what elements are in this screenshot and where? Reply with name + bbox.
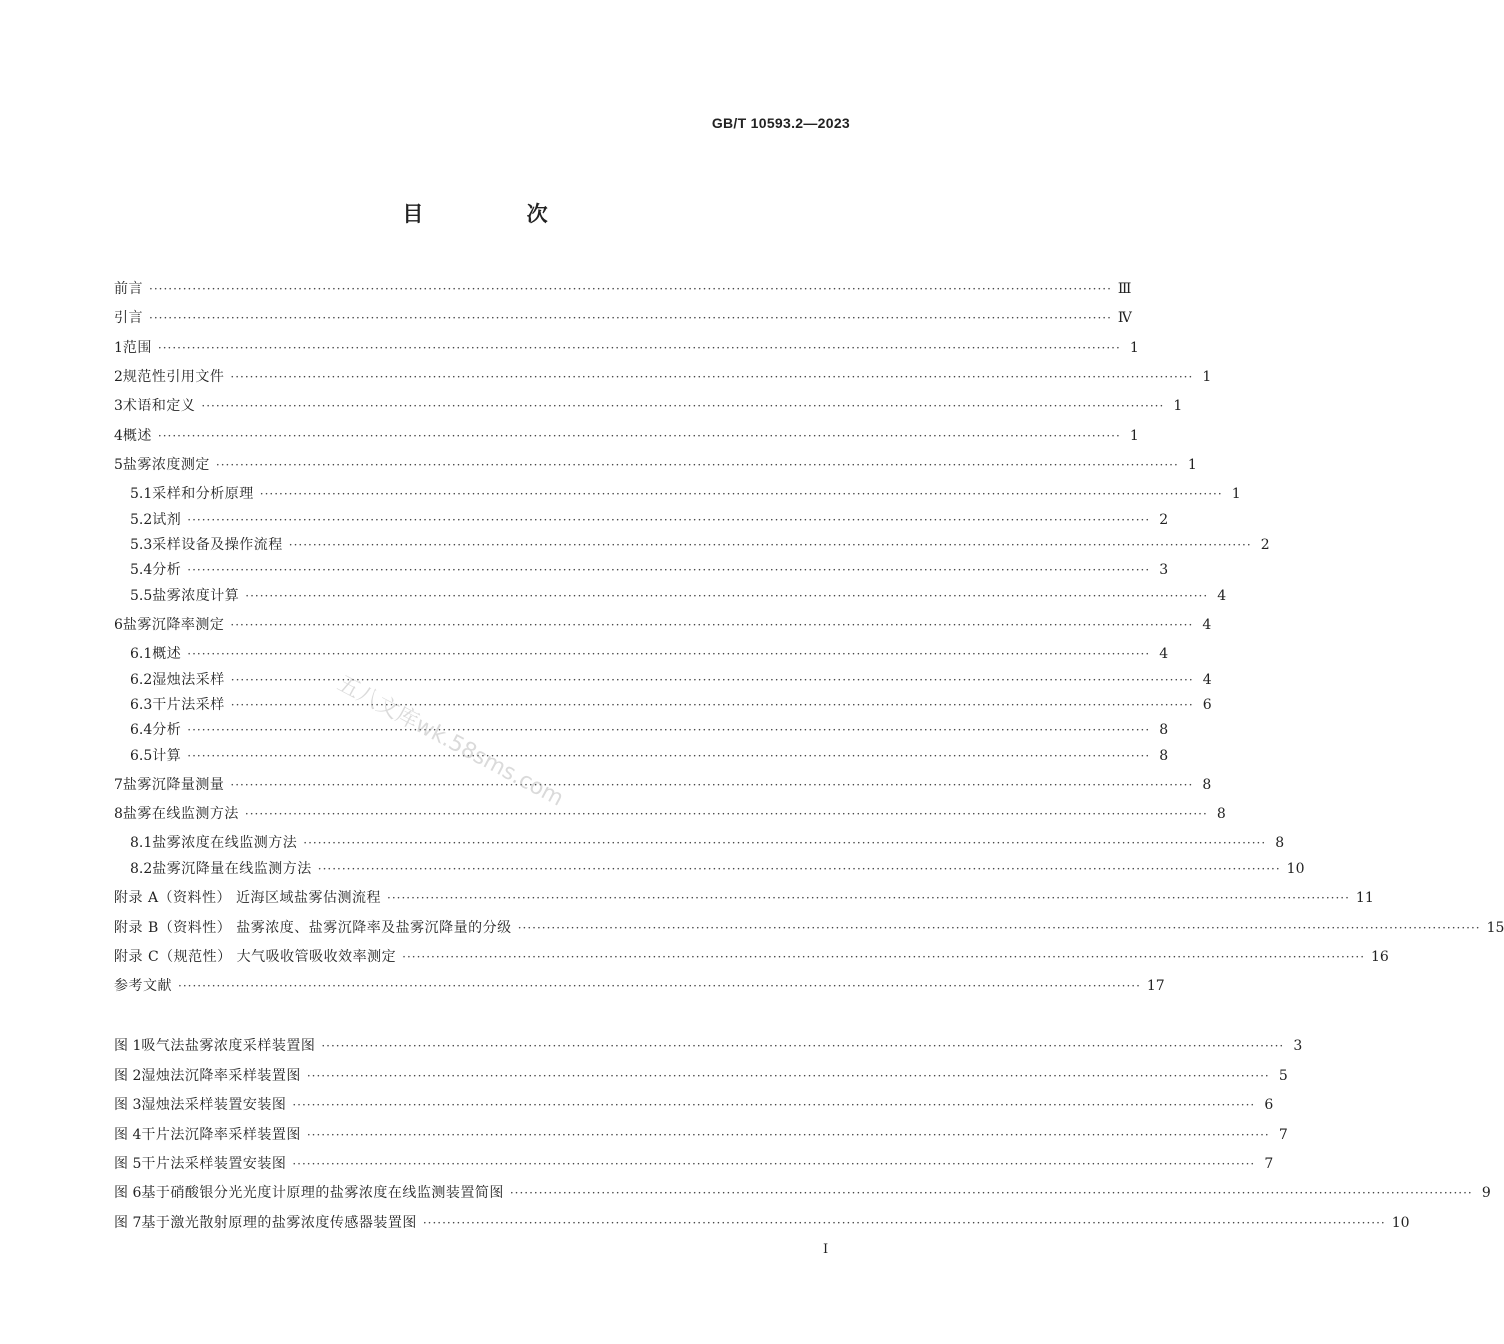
leader-dots: ········································································································································································································ <box>230 673 1194 687</box>
toc-entry[interactable]: 5.2 试剂 ········································································································································································································ 2 <box>130 512 1169 528</box>
leader-dots: ········································································································································································································ <box>245 589 1209 603</box>
toc-entry[interactable]: 5 盐雾浓度测定 ········································································································································································································ 1 <box>114 457 1197 473</box>
figure-entry[interactable]: 图 4 干片法沉降率采样装置图 ········································································································································································································ 7 <box>114 1127 1288 1143</box>
toc-entry[interactable]: 8.2 盐雾沉降量在线监测方法 ········································································································································································································ 10 <box>130 861 1305 877</box>
leader-dots: ········································································································································································································ <box>187 563 1151 577</box>
toc-entry[interactable]: 2 规范性引用文件 ········································································································································································································ 1 <box>114 369 1212 385</box>
leader-dots: ········································································································································································································ <box>187 723 1151 737</box>
toc-entry[interactable]: 8.1 盐雾浓度在线监测方法 ········································································································································································································ 8 <box>130 835 1285 851</box>
toc-entry[interactable]: 5.4 分析 ········································································································································································································ 3 <box>130 562 1169 578</box>
leader-dots: ········································································································································································································ <box>306 1128 1270 1142</box>
toc-entry[interactable]: 引言 ········································································································································································································ Ⅳ <box>114 310 1132 326</box>
toc-entry[interactable]: 5.3 采样设备及操作流程 ········································································································································································································ 2 <box>130 537 1270 553</box>
toc-entry[interactable]: 6.1 概述 ········································································································································································································ 4 <box>130 646 1169 662</box>
toc-entry[interactable]: 6 盐雾沉降率测定 ········································································································································································································ 4 <box>114 617 1212 633</box>
toc-entry[interactable]: 5.5 盐雾浓度计算 ········································································································································································································ 4 <box>130 588 1227 604</box>
toc-entry[interactable]: 3 术语和定义 ········································································································································································································ 1 <box>114 398 1183 414</box>
leader-dots: ········································································································································································································ <box>387 891 1350 905</box>
watermark: 五八文库wk.58sms.com <box>333 671 568 812</box>
toc-entry[interactable]: 6.4 分析 ········································································································································································································ 8 <box>130 722 1169 738</box>
leader-dots: ········································································································································································································ <box>149 282 1112 296</box>
leader-dots: ········································································································································································································ <box>157 341 1121 355</box>
leader-dots: ········································································································································································································ <box>187 647 1151 661</box>
leader-dots: ········································································································································································································ <box>187 749 1151 763</box>
leader-dots: ········································································································································································································ <box>317 862 1281 876</box>
leader-dots: ········································································································································································································ <box>244 807 1208 821</box>
leader-dots: ········································································································································································································ <box>215 458 1179 472</box>
leader-dots: ········································································································································································································ <box>201 399 1165 413</box>
toc-entry[interactable]: 6.5 计算 ········································································································································································································ 8 <box>130 748 1169 764</box>
figure-entry[interactable]: 图 3 湿烛法采样装置安装图 ········································································································································································································ 6 <box>114 1097 1274 1113</box>
toc-entry[interactable]: 6.3 干片法采样 ········································································································································································································ 6 <box>130 697 1212 713</box>
leader-dots: ········································································································································································································ <box>306 1069 1270 1083</box>
figure-entry[interactable]: 图 6 基于硝酸银分光光度计原理的盐雾浓度在线监测装置简图 ········································································································································································································ 9 <box>114 1185 1491 1201</box>
figure-entry[interactable]: 图 2 湿烛法沉降率采样装置图 ········································································································································································································ 5 <box>114 1068 1288 1084</box>
toc-entry[interactable]: 6.2 湿烛法采样 ········································································································································································································ 4 <box>130 672 1212 688</box>
page-number: I <box>823 1242 829 1257</box>
leader-dots: ········································································································································································································ <box>517 921 1481 935</box>
figure-entry[interactable]: 图 1 吸气法盐雾浓度采样装置图 ········································································································································································································ 3 <box>114 1038 1303 1054</box>
leader-dots: ········································································································································································································ <box>303 836 1267 850</box>
toc-entry[interactable]: 8 盐雾在线监测方法 ········································································································································································································ 8 <box>114 806 1226 822</box>
toc-entry[interactable]: 前言 ········································································································································································································ Ⅲ <box>114 281 1132 297</box>
toc-title: 目 次 <box>402 202 596 226</box>
leader-dots: ········································································································································································································ <box>509 1186 1473 1200</box>
leader-dots: ········································································································································································································ <box>157 429 1121 443</box>
leader-dots: ········································································································································································································ <box>149 311 1112 325</box>
toc-entry[interactable]: 4 概述 ········································································································································································································ 1 <box>114 428 1139 444</box>
toc-entry[interactable]: 5.1 采样和分析原理 ········································································································································································································ 1 <box>130 486 1241 502</box>
toc-entry-bibliography[interactable]: 参考文献 ········································································································································································································ 17 <box>114 978 1165 994</box>
toc-entry-annex-b[interactable]: 附录 B（资料性） 盐雾浓度、盐雾沉降率及盐雾沉降量的分级 ········································································································································································································ 15 <box>114 920 1504 936</box>
leader-dots: ········································································································································································································ <box>292 1098 1256 1112</box>
leader-dots: ········································································································································································································ <box>292 1157 1256 1171</box>
toc-entry-annex-c[interactable]: 附录 C（规范性） 大气吸收管吸收效率测定 ········································································································································································································ 16 <box>114 949 1389 965</box>
leader-dots: ········································································································································································································ <box>230 698 1194 712</box>
standard-code: GB/T 10593.2—2023 <box>711 115 850 131</box>
figure-entry[interactable]: 图 5 干片法采样装置安装图 ········································································································································································································ 7 <box>114 1156 1274 1172</box>
leader-dots: ········································································································································································································ <box>230 618 1194 632</box>
toc-entry[interactable]: 7 盐雾沉降量测量 ········································································································································································································ 8 <box>114 777 1212 793</box>
figure-entry[interactable]: 图 7 基于激光散射原理的盐雾浓度传感器装置图 ········································································································································································································ 10 <box>114 1215 1410 1231</box>
toc-entry-annex-a[interactable]: 附录 A（资料性） 近海区域盐雾估测流程 ········································································································································································································ 11 <box>114 890 1374 906</box>
leader-dots: ········································································································································································································ <box>187 513 1151 527</box>
leader-dots: ········································································································································································································ <box>230 778 1194 792</box>
leader-dots: ········································································································································································································ <box>422 1216 1386 1230</box>
leader-dots: ········································································································································································································ <box>402 950 1366 964</box>
leader-dots: ········································································································································································································ <box>259 487 1223 501</box>
leader-dots: ········································································································································································································ <box>178 979 1141 993</box>
leader-dots: ········································································································································································································ <box>288 538 1252 552</box>
leader-dots: ········································································································································································································ <box>230 370 1194 384</box>
leader-dots: ········································································································································································································ <box>321 1039 1285 1053</box>
toc-entry[interactable]: 1 范围 ········································································································································································································ 1 <box>114 340 1139 356</box>
